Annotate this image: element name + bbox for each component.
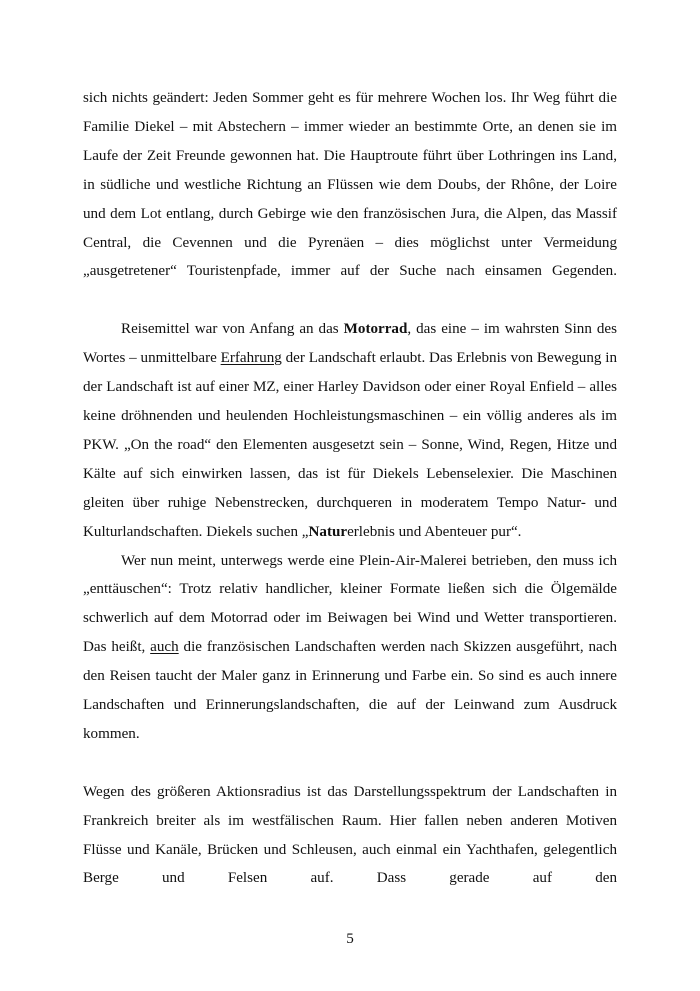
emphasis-bold: Motorrad — [343, 321, 408, 338]
text-run: erlebnis und Abenteuer pur“. — [347, 523, 522, 540]
paragraph-4 — [83, 778, 617, 923]
text-run: sich nichts geändert: Jeden Sommer geht es für mehrere Wochen los. Ihr Weg führt die Familie Diekel – mit Abstechern – immer wieder an bestimmte Orte, an denen sie im Laufe der Zeit Freunde gewonnen hat. Die Hauptroute führt über Lothringen ins Land, in südliche und westliche Richtung an Flüssen wie dem Doubs, der Rhône, der Loire und dem Lot entlang, durch Gebirge wie den französischen Jura, die Alpen, das Massif Central, die Cevennen und die Pyrenäen – dies möglichst unter Vermeidung „ausgetretener“ Touristenpfade, immer auf der Suche nach einsamen Gegenden. — [83, 90, 617, 280]
text-run: Reisemittel war von Anfang an das — [121, 321, 344, 338]
text-run: Wer nun meint, unterwegs werde eine Plein-Air-Malerei betrieben, den muss ich „enttäuschen“: Trotz relativ handlicher, kleiner Formate ließen sich die Ölgemälde schwerlich auf dem Motorrad oder im Beiwagen bei Wind und Wetter transportieren. Das heißt, — [83, 552, 617, 656]
page-number: 5 — [346, 931, 354, 947]
text-run: Wegen des größeren Aktionsradius ist das Darstellungsspektrum der Landschaften in Frankreich breiter als im westfälischen Raum. Hier fallen neben anderen Motiven Flüsse und Kanäle, Brücken und Schleusen, auch einmal ein Yachthafen, gelegentlich Berge und Felsen auf. Dass gerade auf den — [83, 783, 617, 887]
emphasis-underline: Erfahrung — [220, 350, 282, 367]
text-run: die französischen Landschaften werden nach Skizzen ausgeführt, nach den Reisen taucht der Maler ganz in Erinnerung und Farbe ein. So sind es auch innere Landschaften und Erinnerungslandschaften, die auf der Leinwand zum Ausdruck kommen. — [83, 639, 617, 742]
paragraph-3 — [83, 547, 617, 749]
emphasis-underline: auch — [150, 639, 179, 656]
paragraph-spacer — [83, 749, 617, 778]
text-run: der Landschaft erlaubt. Das Erlebnis von Bewegung in der Landschaft ist auf einer MZ, einer Harley Davidson oder einer Royal Enfield – alles keine dröhnenden und heulenden Hochleistungsmaschinen – ein völlig anderes als im PKW. „On the road“ den Elementen ausgesetzt sein – Sonne, Wind, Regen, Hitze und Kälte auf sich einwirken lassen, das ist für Diekels Lebenselexier. Die Maschinen gleiten über ruhige Nebenstrecken, durchqueren in moderatem Tempo Natur- und Kulturlandschaften. Diekels suchen „ — [83, 350, 618, 540]
paragraph-1 — [83, 84, 617, 315]
text-run: , das eine – im wahrsten Sinn des Wortes – unmittelbare — [83, 321, 617, 367]
paragraph-2 — [83, 315, 617, 546]
body-text-column — [83, 84, 617, 922]
emphasis-bold: Natur — [308, 523, 348, 540]
